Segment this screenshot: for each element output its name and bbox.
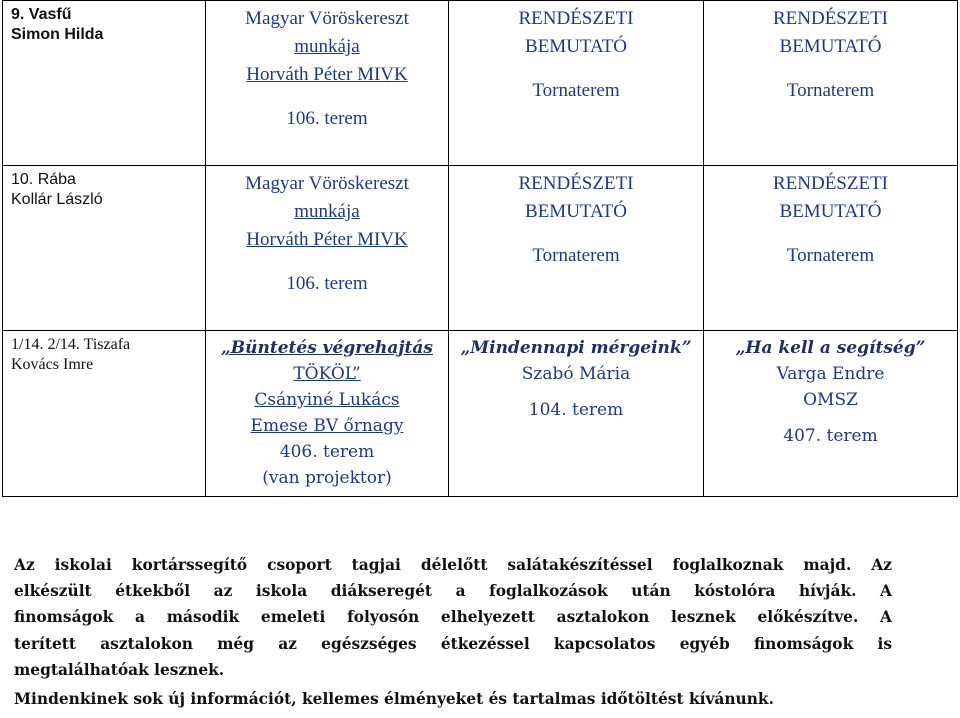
group-number: 1/14. 2/14. Tiszafa: [11, 336, 131, 353]
activity-room: 106. terem: [286, 108, 368, 129]
activity-presenter: Horváth Péter MIVK: [246, 229, 408, 250]
activity-cell: [206, 1, 449, 166]
activity-room: Tornaterem: [786, 245, 875, 266]
activity-line: RENDÉSZETI: [518, 173, 634, 194]
activity-cell: [206, 331, 449, 497]
group-number: 9. Vasfű: [11, 6, 72, 23]
paragraph-line: megtalálhatóak lesznek.: [14, 660, 225, 679]
paragraph-line: terített asztalokon még az egészséges étkezéssel kapcsolatos egyéb finomságok is: [14, 634, 892, 653]
group-cell: [3, 331, 206, 497]
activity-line: Magyar Vöröskereszt: [245, 8, 409, 29]
activity-room: 106. terem: [286, 273, 368, 294]
activity-cell: [704, 166, 958, 331]
group-leader: Kollár László: [11, 191, 103, 208]
activity-presenter: Varga Endre: [776, 364, 885, 384]
activity-note: (van projektor): [262, 468, 392, 488]
activity-line: RENDÉSZETI: [772, 173, 889, 194]
activity-line: munkája: [294, 36, 360, 57]
closing-message: Mindenkinek sok új információt, kellemes élményeket és tartalmas időtöltést kívánunk.: [14, 690, 774, 708]
activity-cell: [206, 166, 449, 331]
activity-title: „Mindennapi mérgeink”: [460, 338, 692, 358]
activity-organization: OMSZ: [803, 390, 858, 410]
paragraph-line: finomságok a második emeleti folyosón elhelyezett asztalokon lesznek előkészítve. A: [14, 608, 892, 627]
activity-line: BEMUTATÓ: [779, 36, 882, 57]
activity-cell: [704, 331, 958, 497]
schedule-table: [2, 0, 958, 497]
activity-cell: [449, 166, 704, 331]
activity-cell: [704, 1, 958, 166]
activity-presenter: Szabó Mária: [521, 364, 631, 384]
activity-presenter: Horváth Péter MIVK: [246, 64, 408, 85]
activity-title-line: TÖKÖL”: [293, 364, 361, 384]
table-row: [3, 1, 958, 166]
activity-room: Tornaterem: [532, 245, 620, 266]
activity-room: Tornaterem: [786, 80, 875, 101]
group-leader: Kovács Imre: [11, 356, 94, 373]
activity-title: „Büntetés végrehajtás: [220, 338, 433, 358]
activity-line: BEMUTATÓ: [779, 201, 882, 222]
activity-room: 407. terem: [783, 426, 878, 446]
activity-line: BEMUTATÓ: [525, 201, 627, 222]
activity-room: 406. terem: [279, 442, 375, 462]
paragraph-line: Az iskolai kortárssegítő csoport tagjai délelőtt salátakészítéssel foglalkoznak majd. Az: [14, 556, 892, 574]
group-leader: Simon Hilda: [11, 26, 104, 43]
activity-line: munkája: [294, 201, 360, 222]
activity-room: 104. terem: [528, 400, 624, 420]
activity-title: „Ha kell a segítség”: [735, 338, 926, 358]
group-cell: [3, 166, 206, 331]
activity-cell: [449, 1, 704, 166]
activity-cell: [449, 331, 704, 497]
activity-line: RENDÉSZETI: [518, 8, 634, 29]
table-row: [3, 331, 958, 497]
activity-room: Tornaterem: [532, 80, 620, 101]
activity-line: Magyar Vöröskereszt: [245, 173, 409, 194]
group-cell: [3, 1, 206, 166]
activity-presenter-role: Emese BV őrnagy: [250, 416, 404, 436]
group-number: 10. Rába: [11, 171, 76, 188]
activity-presenter: Csányiné Lukács: [254, 390, 400, 410]
activity-line: BEMUTATÓ: [525, 36, 627, 57]
table-row: [3, 166, 958, 331]
info-paragraph: [14, 552, 892, 683]
paragraph-line: elkészült étkekből az iskola diákseregét a foglalkozások után kóstolóra hívják. A: [14, 582, 892, 601]
activity-line: RENDÉSZETI: [772, 8, 889, 29]
